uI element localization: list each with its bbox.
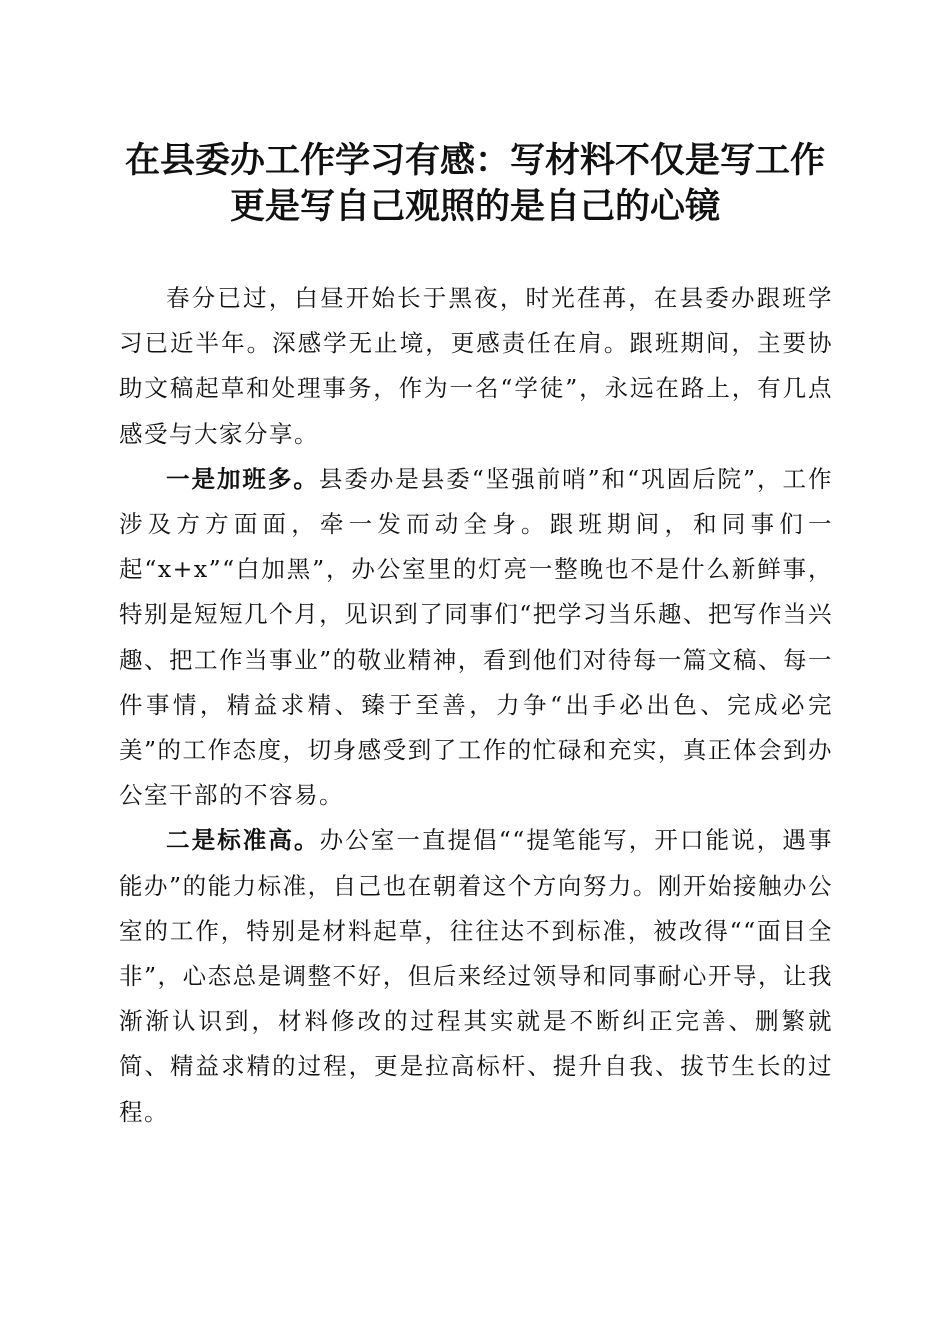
document-body <box>119 276 833 1135</box>
paragraph-text: 县委办是县委“坚强前哨”和“巩固后院”，工作涉及方方面面，牵一发而动全身。跟班期间，和同事们一起“x+x”“白加黑”，办公室里的灯亮一整晚也不是什么新鲜事，特别是短短几个月，见识到了同事们“把学习当乐趣、把写作当兴趣、把工作当事业”的敬业精神，看到他们对待每一篇文稿、每一件事情，精益求精、臻于至善，力争“出手必出色、完成必完美”的工作态度，切身感受到了工作的忙碌和充实，真正体会到办公室干部的不容易。 <box>119 464 833 810</box>
paragraph-standards <box>119 818 833 1134</box>
paragraph-lead: 一是加班多。 <box>166 464 319 493</box>
paragraph-text: 春分已过，白昼开始长于黑夜，时光荏苒，在县委办跟班学习已近半年。深感学无止境，更感责任在肩。跟班期间，主要协助文稿起草和处理事务，作为一名“学徒”，永远在路上，有几点感受与大家分享。 <box>119 284 833 448</box>
paragraph-intro <box>119 276 833 457</box>
paragraph-overtime <box>119 457 833 819</box>
title-line-2: 更是写自己观照的是自己的心镜 <box>229 186 720 227</box>
paragraph-lead: 二是标准高。 <box>166 826 320 855</box>
document-title <box>100 138 850 230</box>
paragraph-text: 办公室一直提倡““提笔能写，开口能说，遇事能办”的能力标准，自己也在朝着这个方向努力。刚开始接触办公室的工作，特别是材料起草，往往达不到标准，被改得““面目全非”，心态总是调整不好，但后来经过领导和同事耐心开导，让我渐渐认识到，材料修改的过程其实就是不断纠正完善、删繁就简、精益求精的过程，更是拉高标杆、提升自我、拔节生长的过程。 <box>119 826 833 1126</box>
title-line-1: 在县委办工作学习有感：写材料不仅是写工作 <box>124 140 825 181</box>
